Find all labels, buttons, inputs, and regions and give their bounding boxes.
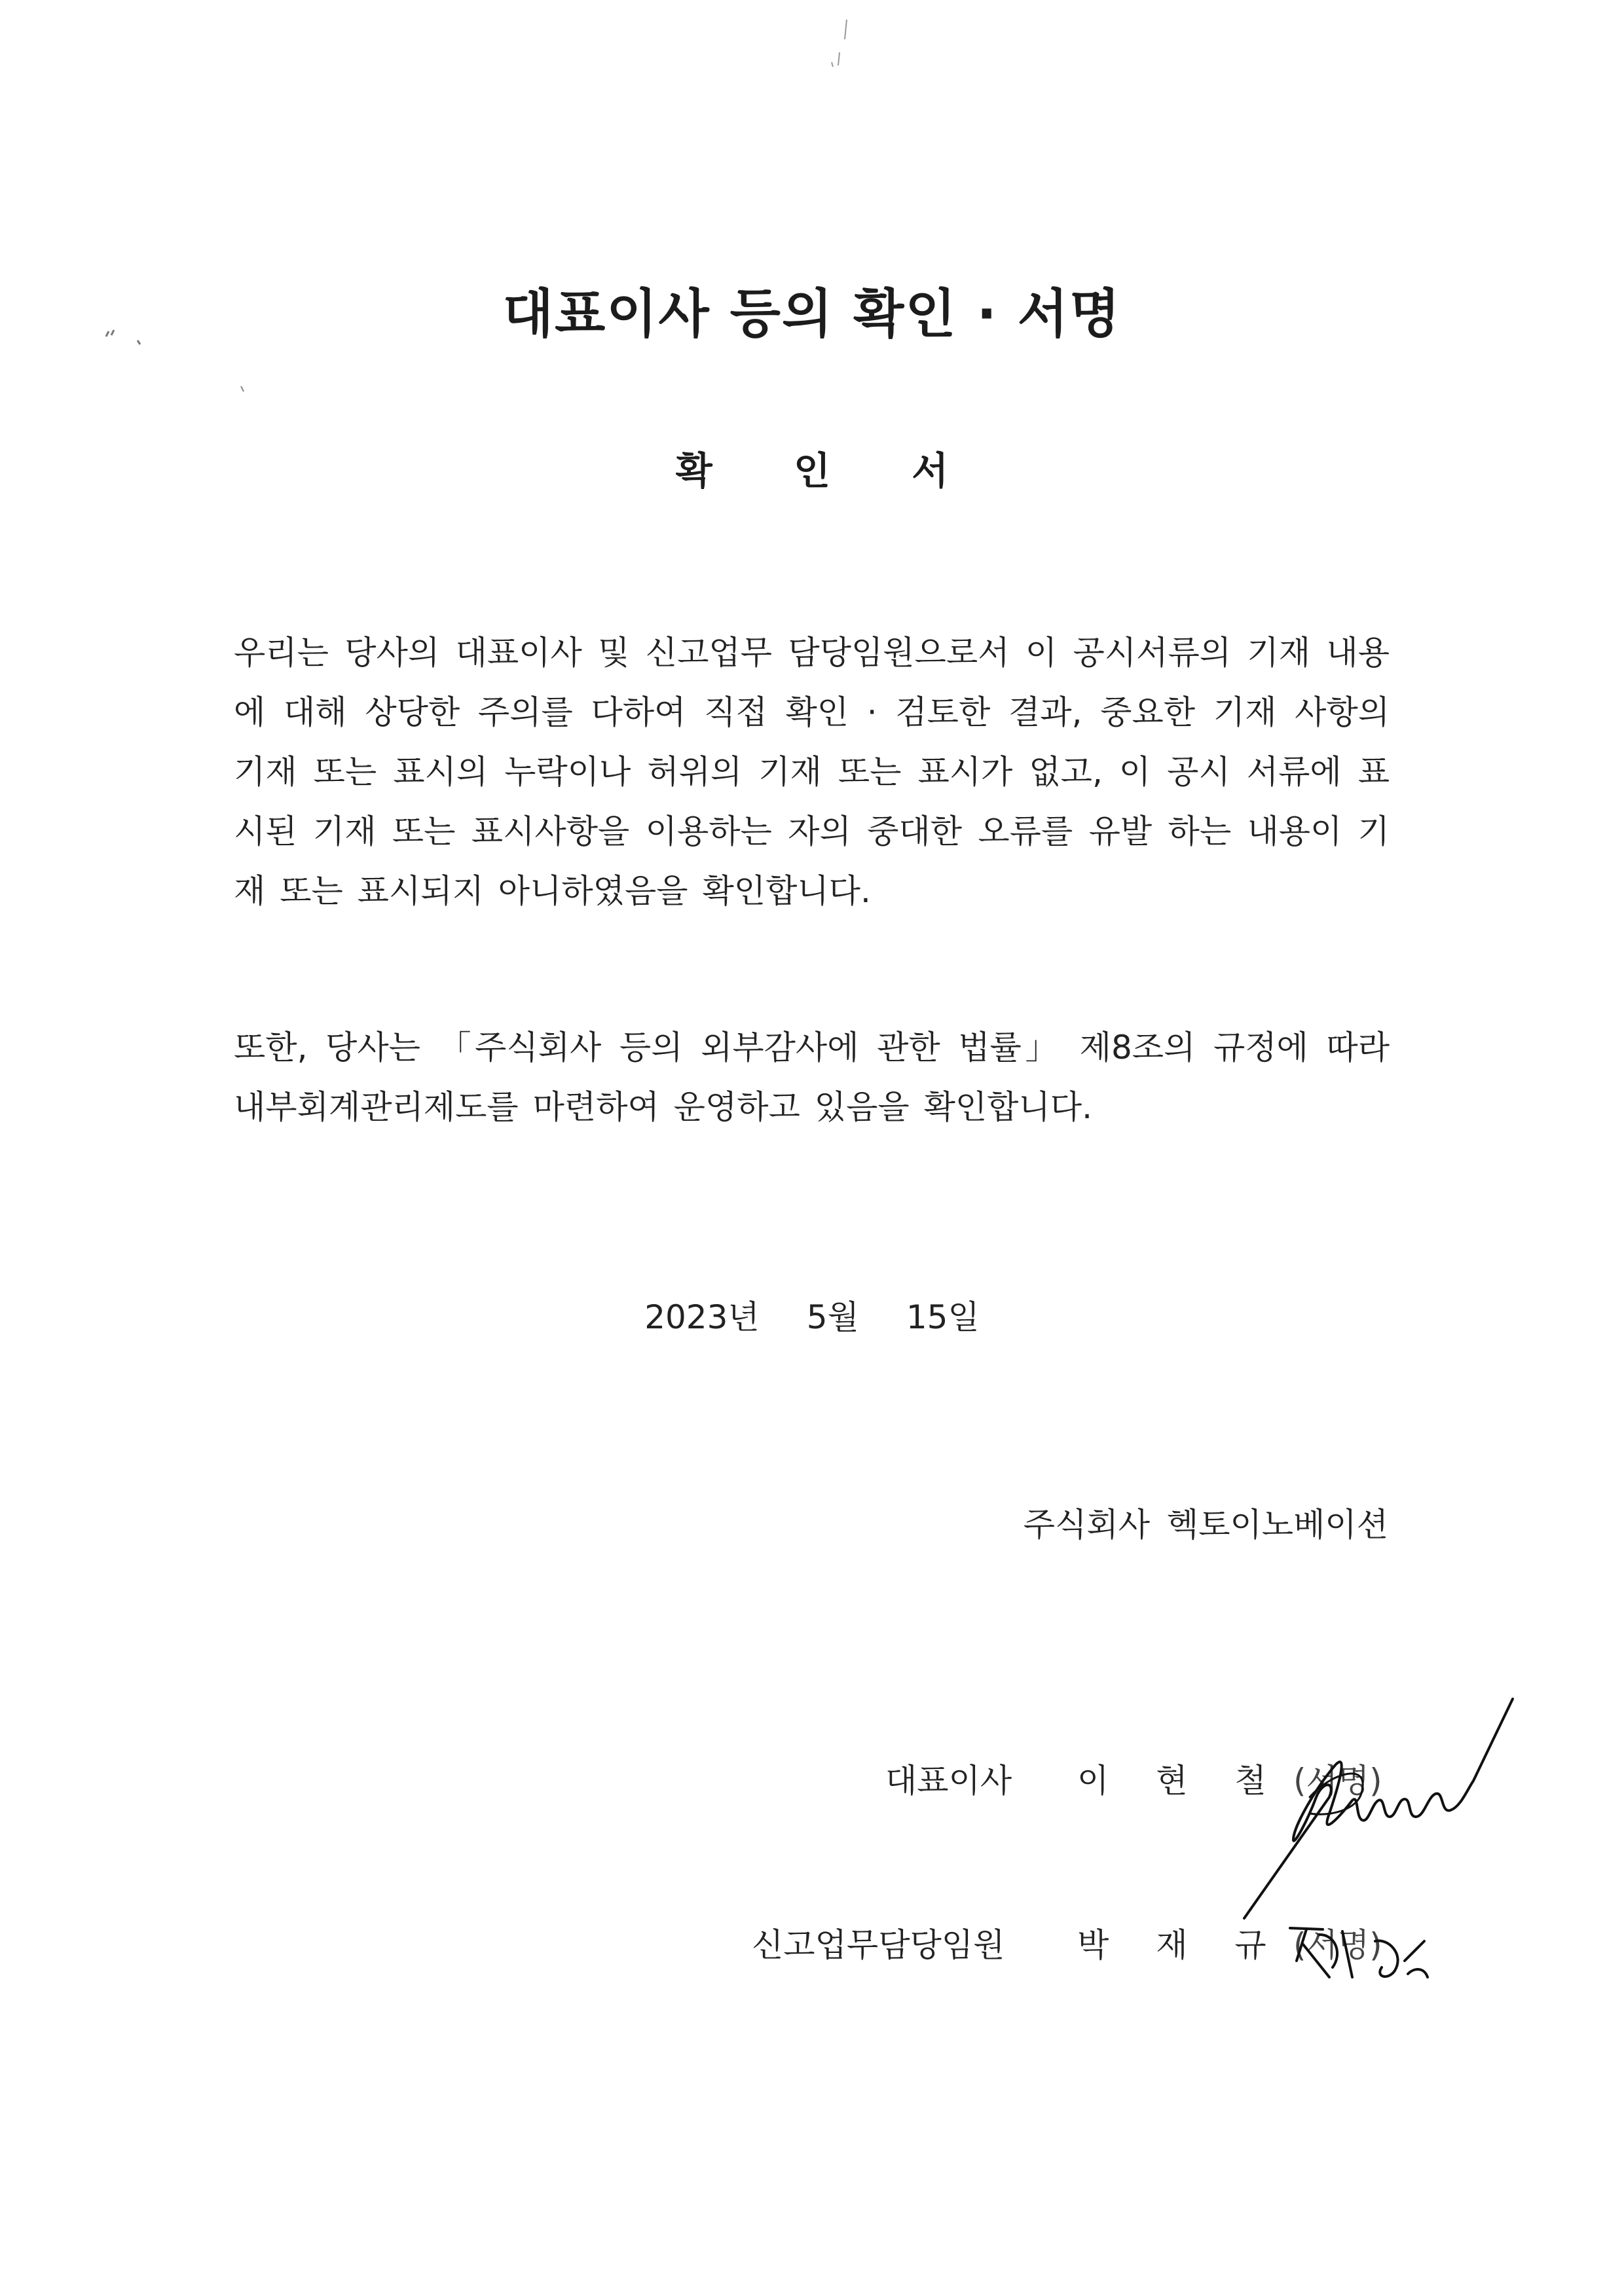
date-day: 15일 [906,1298,980,1336]
scan-specks [0,0,1624,458]
date-year: 2023년 [644,1298,760,1336]
officer-signature [1283,1915,1434,1987]
signature-mark-label: (서명) [1293,1762,1382,1800]
signatory-name: 이 현 철 [1077,1762,1285,1800]
confirmation-paragraph: 우리는 당사의 대표이사 및 신고업무 담당임원으로서 이 공시서류의 기재 내용에 대해 상당한 주의를 다하여 직접 확인 · 검토한 결과, 중요한 기재 사항의 기재 또는 표시의 누락이나 허위의 기재 또는 표시가 없고, 이 공시 서류에 표시된 기재 또는 표시사항을 이용하는 자의 중대한 오류를 유발 하는 내용이 기재 또는 표시되지 아니하였음을 확인합니다. [234,634,1390,910]
signatory-role: 대표이사 [885,1762,1012,1800]
ceo-signature [1231,1683,1532,1925]
document-subtitle: 확 인 서 [675,448,983,493]
signatory-name: 박 재 규 [1077,1926,1285,1964]
signatory-role: 신고업무담당임원 [752,1926,1005,1964]
date-month: 5월 [806,1298,859,1336]
document-date [0,1291,1624,1338]
document-title: 대표이사 등의 확인 · 서명 [502,283,1122,344]
internal-control-paragraph: 또한, 당사는 「주식회사 등의 외부감사에 관한 법률」 제8조의 규정에 따라 내부회계관리제도를 마련하여 운영하고 있음을 확인합니다. [234,1029,1390,1126]
company-name: 주식회사 헥토이노베이션 [1023,1506,1388,1544]
signature-mark-label: (서명) [1293,1926,1382,1964]
